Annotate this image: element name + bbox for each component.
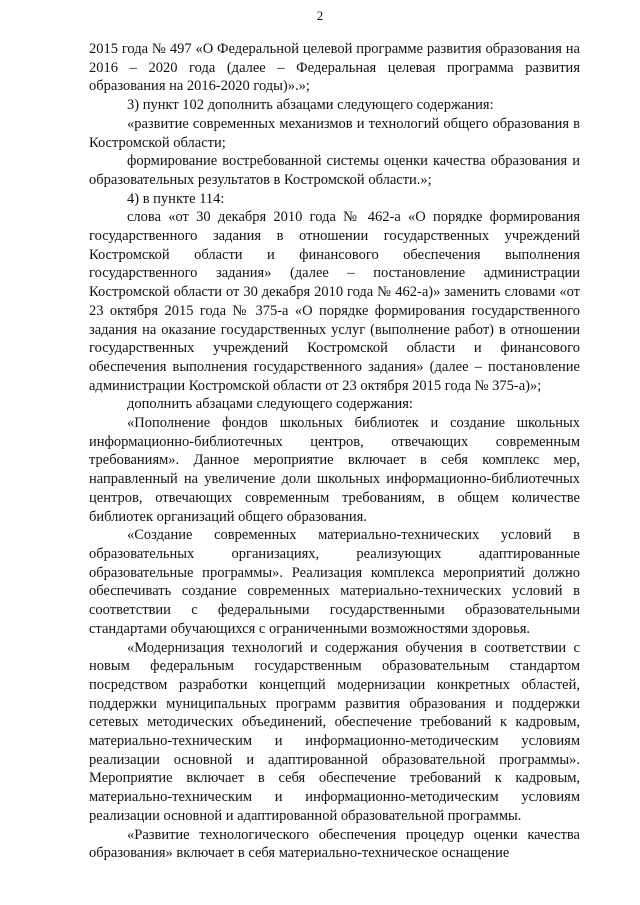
paragraph-add-lines: дополнить абзацами следующего содержания: bbox=[127, 396, 413, 413]
paragraph-continuation-federal-program: 2015 года № 497 «О Федеральной целевой программе развития образования на 2016 – 2020 года (далее – Федеральная целевая программа развития образования на 2016-2020 годы)».»; bbox=[89, 41, 580, 95]
paragraph-quality-assessment-support: «Развитие технологического обеспечения процедур оценки качества образования» включает в себя материально-техническое оснащение bbox=[89, 826, 580, 862]
paragraph-item-4: 4) в пункте 114: bbox=[127, 190, 225, 207]
paragraph-item-3: 3) пункт 102 дополнить абзацами следующего содержания: bbox=[127, 97, 494, 114]
paragraph-material-conditions: «Создание современных материально-технических условий в образовательных организациях, реализующих адаптированные образовательные программы». Реализация комплекса мероприятий должно обеспечивать создание современных материально-технических условий в соответствии с федеральными государственными образовательными стандартами обучающихся с ограниченными возможностями здоровья. bbox=[89, 527, 580, 637]
paragraph-replace-words: слова «от 30 декабря 2010 года № 462-а «О порядке формирования государственного задания в отношении государственных учреждений Костромской области и финансового обеспечения выполнения государственного задания» (далее – постановление администрации Костромской области от 30 декабря 2010 года № 462-а)» заменить словами «от 23 октября 2015 года № 375-а «О порядке формирования государственного задания на оказание государственных услуг (выполнение работ) в отношении государственных учреждений Костромской области и финансового обеспечения выполнения государственного задания» (далее – постановление администрации Костромской области от 23 октября 2015 года № 375-а)»; bbox=[89, 209, 580, 394]
paragraph-quality-assessment-system: формирование востребованной системы оценки качества образования и образовательных результатов в Костромской области.»; bbox=[89, 153, 580, 188]
page-number: 2 bbox=[316, 8, 324, 23]
paragraph-modernization: «Модернизация технологий и содержания обучения в соответствии с новым федеральным государственным образовательным стандартом посредством разработки концепций модернизации конкретных областей, поддержки муниципальных программ развития образования и поддержки сетевых методических объединений, обеспечение требований к кадровым, материально-техническим и информационно-методическим условиям реализации основной и адаптированной образовательной программы». Мероприятие включает в себя обеспечение требований к кадровым, материально-техническим и информационно-методическим условиям реализации основной и адаптированной образовательной программы. bbox=[89, 639, 580, 824]
paragraph-general-education-mechanisms: «развитие современных механизмов и технологий общего образования в Костромской области; bbox=[89, 115, 580, 151]
document-body bbox=[89, 40, 580, 863]
paragraph-library-funds: «Пополнение фондов школьных библиотек и создание школьных информационно-библиотечных центров, отвечающих современным требованиям». Данное мероприятие включает в себя комплекс мер, направленный на увеличение доли школьных информационно-библиотечных центров, отвечающих современным требованиям, в общем количестве библиотек организаций общего образования. bbox=[89, 415, 580, 525]
